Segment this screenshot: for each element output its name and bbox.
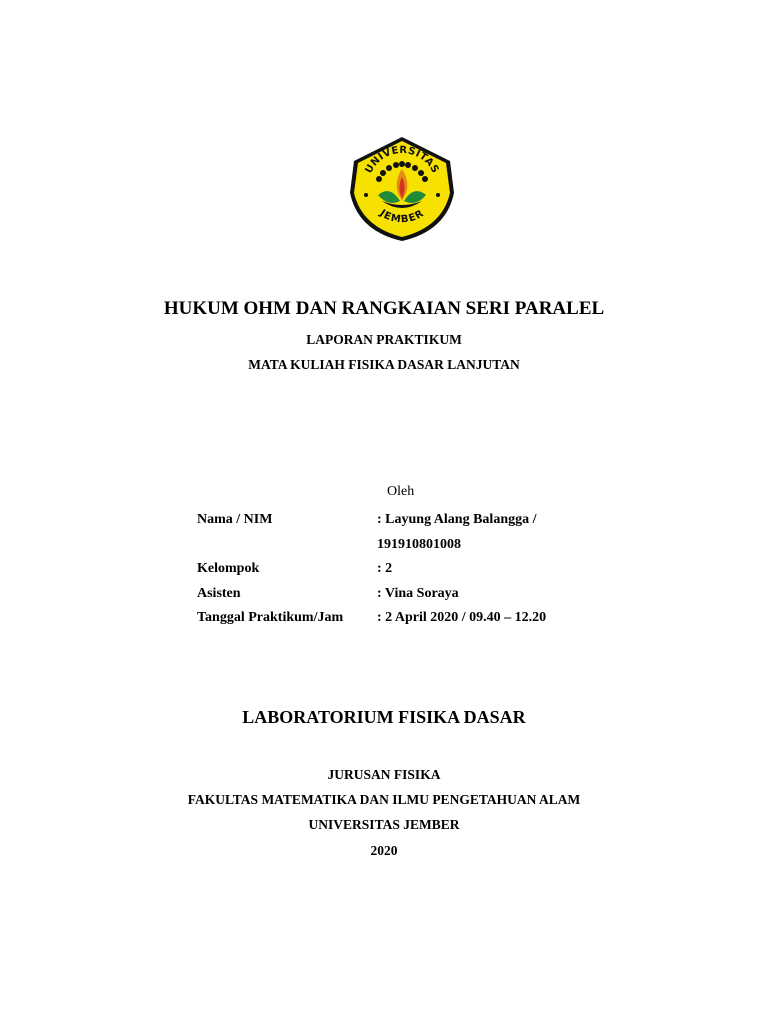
- university-logo-icon: [346, 135, 458, 243]
- department-name: JURUSAN FISIKA: [327, 767, 441, 782]
- laboratory-name: LABORATORIUM FISIKA DASAR: [242, 707, 526, 727]
- report-subtitle-2: MATA KULIAH FISIKA DASAR LANJUTAN: [248, 357, 520, 372]
- info-value: 191910801008: [377, 536, 461, 552]
- info-value: : Layung Alang Balangga /: [377, 512, 537, 527]
- by-label: Oleh: [387, 484, 415, 499]
- faculty-name: FAKULTAS MATEMATIKA DAN ILMU PENGETAHUAN ALAM: [187, 792, 581, 807]
- report-subtitle-1: LAPORAN PRAKTIKUM: [306, 332, 462, 347]
- university-name: UNIVERSITAS JEMBER: [308, 817, 460, 832]
- report-title: HUKUM OHM DAN RANGKAIAN SERI PARALEL: [163, 298, 605, 319]
- info-value: : Vina Soraya: [377, 585, 459, 601]
- report-year: 2020: [370, 843, 398, 858]
- logo-arc-bottom-text: JEMBER: [377, 207, 427, 226]
- info-label: Nama / NIM: [197, 512, 273, 527]
- info-value: : 2 April 2020 / 09.40 – 12.20: [377, 610, 547, 625]
- info-label: Kelompok: [197, 561, 260, 576]
- logo-arc-top-text: UNIVERSITAS: [363, 144, 441, 176]
- info-label: Asisten: [197, 585, 241, 601]
- info-label: Tanggal Praktikum/Jam: [197, 610, 344, 625]
- info-value: : 2: [377, 561, 393, 576]
